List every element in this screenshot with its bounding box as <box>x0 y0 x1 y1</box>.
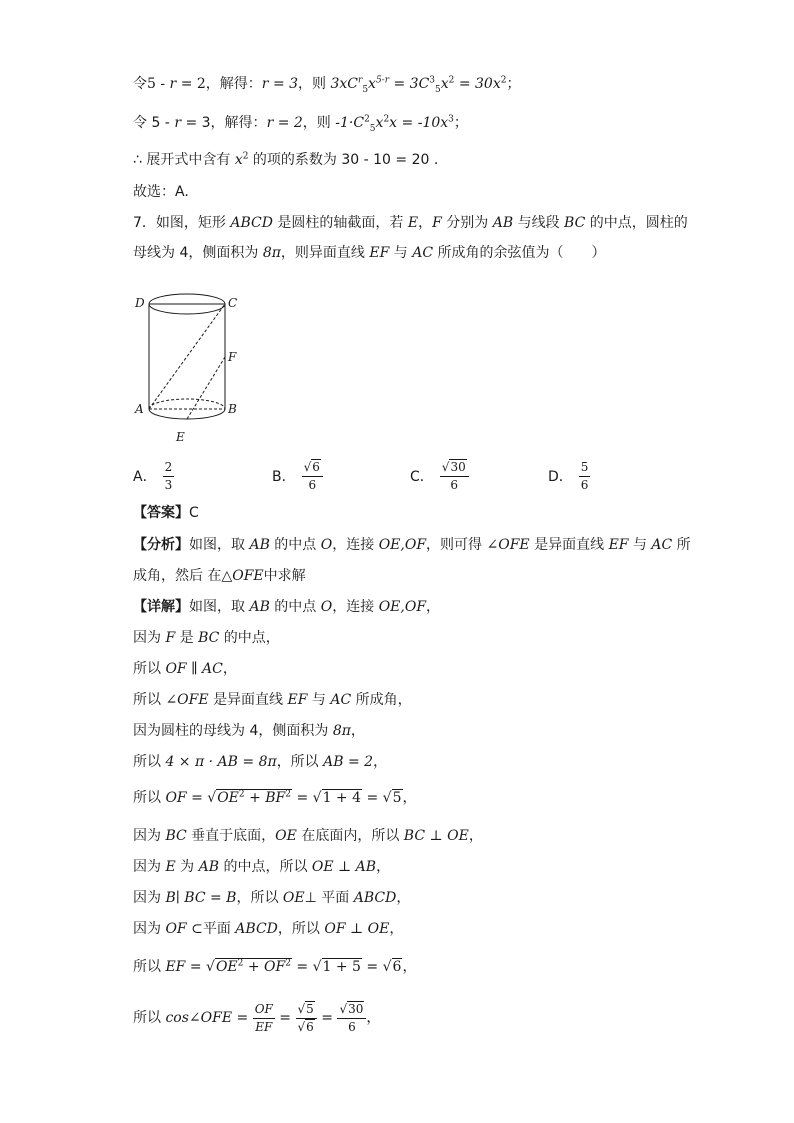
numerator: √30 <box>337 1002 366 1019</box>
math: = -10x <box>397 115 449 131</box>
math: r <box>174 115 182 131</box>
text: = 2，解得： <box>176 76 262 92</box>
text: 是异面直线 <box>208 692 288 708</box>
math: OF ⊂ <box>165 921 203 937</box>
detail-line-3 <box>133 659 237 679</box>
math: AB <box>249 537 270 553</box>
math: AC <box>330 692 352 708</box>
text: 与 <box>307 692 331 708</box>
math: ∠OFE <box>165 692 209 708</box>
text: 令 5 - <box>133 115 175 131</box>
math: = <box>274 1010 296 1026</box>
detail-line-9 <box>133 857 390 877</box>
math: OF ∥ AC <box>165 661 223 677</box>
math: = 30x <box>454 76 501 92</box>
math: AC <box>651 537 673 553</box>
math: = <box>291 959 313 975</box>
label-f: F <box>228 350 237 364</box>
text: = 3，解得： <box>181 115 267 131</box>
radicand: 6 <box>392 959 402 975</box>
text: ； <box>453 115 468 131</box>
text: 与 <box>389 245 413 261</box>
math: B∣ BC = B <box>165 890 237 906</box>
math: BC <box>198 630 220 646</box>
text: 母线为 4，侧面积为 <box>133 245 263 261</box>
analysis-line-2 <box>133 566 306 586</box>
math: -1·C <box>335 115 365 131</box>
numerator: √6 <box>302 460 323 477</box>
segment-ac <box>149 304 225 409</box>
option-label: D． <box>548 469 573 485</box>
math: = <box>361 959 383 975</box>
solution-line-3 <box>133 150 438 170</box>
detail-line-5 <box>133 721 365 741</box>
text: 的项的系数为 30 - 10 = 20 . <box>248 152 439 168</box>
math: E <box>407 215 419 231</box>
math: AB <box>249 599 270 615</box>
cylinder-figure <box>132 289 244 449</box>
math: AB <box>198 859 219 875</box>
fraction-roots <box>296 1002 317 1035</box>
math: 3xC <box>330 76 358 92</box>
denominator: 6 <box>580 477 589 492</box>
subscript: 5 <box>435 84 441 95</box>
fraction-of-ef <box>253 1002 275 1035</box>
superscript: 2 <box>238 789 245 800</box>
subscript: 5 <box>369 123 376 134</box>
math: BC <box>165 828 187 844</box>
math: ABCD <box>353 890 397 906</box>
numerator: 2 <box>163 460 175 477</box>
fraction <box>163 460 175 493</box>
text: ，所以 <box>277 921 325 937</box>
bottom-front-arc <box>149 409 225 419</box>
math: cos∠OFE = <box>165 1010 253 1026</box>
text: 所以 <box>133 661 166 677</box>
superscript: 2 <box>285 789 292 800</box>
denominator: 6 <box>348 1019 356 1034</box>
text: 如图，取 <box>189 537 250 553</box>
answer-line <box>133 503 199 523</box>
text: 与 <box>628 537 652 553</box>
label-e: E <box>176 430 185 444</box>
fraction-result <box>337 1002 366 1035</box>
math: OE <box>217 790 239 806</box>
detail-tag: 【详解】 <box>133 599 189 615</box>
superscript: 2 <box>500 75 507 86</box>
denominator: EF <box>255 1019 273 1034</box>
text: 是 <box>175 630 199 646</box>
answer-tag: 【答案】 <box>133 505 189 521</box>
text: ， <box>402 790 417 806</box>
math: BC <box>564 215 586 231</box>
math: = <box>362 790 383 806</box>
radicand: 5 <box>306 1001 314 1016</box>
detail-line-12: 所以 EF = $√OE^2 + OF^2 = √1 + 5 = √6$， <box>133 958 417 975</box>
radicand: 30 <box>450 459 466 474</box>
segment-ef <box>187 357 225 419</box>
text: 所成角的余弦值为（ ） <box>433 245 606 261</box>
detail-line-1 <box>133 597 440 617</box>
math: r = 3 <box>261 76 299 92</box>
detail-line-2 <box>133 628 280 648</box>
radicand: 6 <box>306 1019 314 1034</box>
text: 所以 <box>133 1010 166 1026</box>
superscript: 3 <box>448 114 454 125</box>
option-d <box>548 458 590 494</box>
math: OE <box>282 890 305 906</box>
text: 因为 <box>133 630 166 646</box>
question-7-line-2 <box>133 243 606 263</box>
text: 所以 <box>133 790 166 806</box>
solution-line-2 <box>133 113 468 133</box>
math: F <box>432 215 442 231</box>
label-b: B <box>228 402 237 416</box>
math: AC <box>412 245 434 261</box>
text: 与线段 <box>513 215 565 231</box>
text: ， <box>468 828 483 844</box>
analysis-tag: 【分析】 <box>133 537 189 553</box>
math: E <box>165 859 176 875</box>
math: r <box>169 76 177 92</box>
text: ， <box>396 890 411 906</box>
math: 4 × π · AB = 8π <box>165 754 277 770</box>
text: 成角，然后 在 <box>133 568 222 584</box>
text: 所以 <box>133 754 166 770</box>
option-b <box>272 458 323 494</box>
text: ，连接 <box>332 599 379 615</box>
choice-line: 故选：A. <box>133 184 189 200</box>
math: O <box>320 599 333 615</box>
math: OE,OF <box>378 599 427 615</box>
radicand: 5 <box>392 790 402 806</box>
superscript: 2 <box>237 958 244 969</box>
text: ，所以 <box>236 890 283 906</box>
text: ， <box>389 921 404 937</box>
radicand: 30 <box>348 1001 364 1016</box>
text: 所 <box>672 537 691 553</box>
math: EF <box>287 692 308 708</box>
option-label: B． <box>272 469 296 485</box>
superscript: 2 <box>242 151 249 162</box>
math: OE <box>215 959 238 975</box>
math: x <box>389 115 398 131</box>
text: 因为圆柱的母线为 4，侧面积为 <box>133 723 333 739</box>
math: x <box>440 76 449 92</box>
math: ABCD <box>230 215 273 231</box>
solution-line-1 <box>133 74 520 94</box>
bottom-back-arc <box>149 399 225 409</box>
detail-line-13 <box>133 1000 380 1036</box>
text: ， <box>426 599 441 615</box>
math: r = 2 <box>266 115 303 131</box>
option-label: A． <box>133 469 157 485</box>
text: 中求解 <box>263 568 306 584</box>
text: 是异面直线 <box>529 537 609 553</box>
math: 8π <box>332 723 351 739</box>
math: EF <box>608 537 629 553</box>
numerator: OF <box>253 1002 275 1019</box>
text: ， <box>222 661 237 677</box>
math: O <box>320 537 333 553</box>
denominator: √6 <box>297 1019 314 1034</box>
math: + BF <box>244 790 286 806</box>
text: 的中点，所以 <box>219 859 312 875</box>
text: 在底面内，所以 <box>296 828 404 844</box>
fraction <box>579 460 591 493</box>
option-a <box>133 458 174 494</box>
math: EF <box>369 245 390 261</box>
radical <box>215 958 292 975</box>
text: ，连接 <box>332 537 379 553</box>
text: 如图，取 <box>189 599 250 615</box>
text: ，则 <box>302 115 336 131</box>
label-c: C <box>228 296 238 310</box>
denominator: 3 <box>164 477 173 492</box>
numerator: √5 <box>296 1002 317 1019</box>
detail-line-11 <box>133 919 403 939</box>
math: = <box>292 790 313 806</box>
text: 的中点，圆柱的 <box>585 215 688 231</box>
superscript: 5-r <box>375 75 390 86</box>
denominator: 6 <box>450 477 459 492</box>
fraction <box>440 460 469 493</box>
radicand: 6 <box>312 459 320 474</box>
math: x <box>368 76 376 92</box>
superscript: 2 <box>383 114 390 125</box>
text: ，则可得 <box>426 537 487 553</box>
math: OE,OF <box>378 537 427 553</box>
text: 所成角， <box>351 692 412 708</box>
superscript: 2 <box>448 75 455 86</box>
text: ，则 <box>298 76 331 92</box>
math: OE ⊥ AB <box>311 859 377 875</box>
text: 因为 <box>133 828 166 844</box>
math: ABCD <box>235 921 278 937</box>
text: ， <box>418 215 433 231</box>
detail-line-10 <box>133 888 410 908</box>
text: ， <box>373 754 388 770</box>
math: 8π <box>262 245 281 261</box>
math: = 3C <box>389 76 430 92</box>
text: 分别为 <box>441 215 493 231</box>
label-a: A <box>135 402 144 416</box>
label-d: D <box>135 296 145 310</box>
text: ， <box>402 959 417 975</box>
option-c <box>410 458 469 494</box>
math: AB = 2 <box>323 754 374 770</box>
denominator: 6 <box>308 477 317 492</box>
math: F <box>165 630 176 646</box>
question-7-line-1 <box>133 213 688 233</box>
text: 是圆柱的轴截面，若 <box>272 215 408 231</box>
math: x <box>375 115 384 131</box>
text: 因为 <box>133 859 166 875</box>
text: 令5 - <box>133 76 170 92</box>
text: 7．如图，矩形 <box>133 215 231 231</box>
analysis-line-1 <box>133 535 691 555</box>
fraction <box>302 460 323 493</box>
numerator: 5 <box>579 460 591 477</box>
detail-line-4 <box>133 690 412 710</box>
text: 的中点， <box>219 630 280 646</box>
math: = <box>316 1010 338 1026</box>
text: ⊥ 平面 <box>304 890 354 906</box>
math: ∠OFE <box>486 537 530 553</box>
superscript: 3 <box>429 75 436 86</box>
text: 平面 <box>202 921 236 937</box>
math: △OFE <box>221 568 264 584</box>
math: BC ⊥ OE <box>403 828 469 844</box>
superscript: 2 <box>285 958 291 969</box>
text: ，所以 <box>276 754 324 770</box>
text: ， <box>366 1010 381 1026</box>
subscript: 5 <box>362 84 369 95</box>
math: OF ⊥ OE <box>324 921 390 937</box>
text: ； <box>506 76 521 92</box>
detail-line-7: 所以 OF = $√OE^2 + BF^2 = √1 + 4 = √5$， <box>133 789 417 806</box>
text: 所以 <box>133 959 166 975</box>
math: x <box>234 152 243 168</box>
text: ， <box>376 859 391 875</box>
detail-line-6 <box>133 752 387 772</box>
text: 为 <box>175 859 199 875</box>
math: EF = <box>165 959 207 975</box>
radical <box>216 789 292 806</box>
text: 所以 <box>133 692 166 708</box>
text: 因为 <box>133 921 166 937</box>
radicand: 1 + 4 <box>322 790 362 806</box>
text: 因为 <box>133 890 166 906</box>
detail-line-8 <box>133 826 483 846</box>
numerator: √30 <box>440 460 469 477</box>
superscript: 2 <box>364 114 370 125</box>
text: ，则异面直线 <box>280 245 370 261</box>
answer-value: C <box>189 505 199 521</box>
text: ∴ 展开式中含有 <box>133 152 235 168</box>
math: AB <box>492 215 514 231</box>
math: + OF <box>243 959 286 975</box>
option-label: C． <box>410 469 434 485</box>
text: 垂直于底面， <box>186 828 276 844</box>
superscript: r <box>358 75 363 86</box>
math: OF = <box>165 790 208 806</box>
math: OE <box>275 828 297 844</box>
radicand: 1 + 5 <box>322 959 361 975</box>
text: ， <box>350 723 365 739</box>
text: 的中点 <box>269 599 321 615</box>
text: 的中点 <box>269 537 321 553</box>
